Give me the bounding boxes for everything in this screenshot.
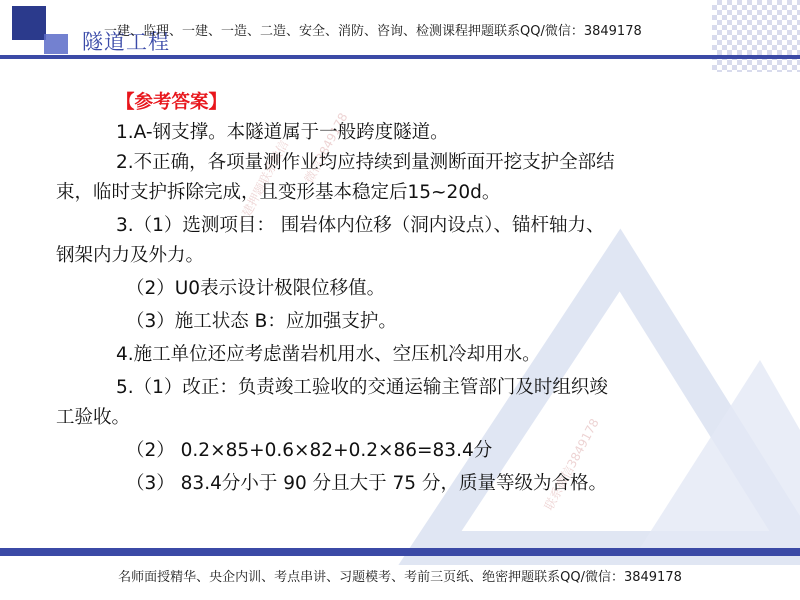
watermark: 联系微信3849178 bbox=[541, 416, 602, 513]
answer-line: （3） 83.4分小于 90 分且大于 75 分，质量等级为合格。 bbox=[126, 473, 607, 494]
header-ad-text: 一建、监理、一建、一造、二造、安全、消防、咨询、检测课程押题联系QQ/微信：3849178 bbox=[104, 24, 642, 39]
logo-square-small bbox=[44, 34, 68, 54]
answer-line: 3.（1）选测项目： 围岩体内位移（洞内设点）、锚杆轴力、 bbox=[116, 215, 605, 236]
course-title: 隧道工程 bbox=[82, 30, 170, 54]
answer-line: 2.不正确，各项量测作业均应持续到量测断面开挖支护全部结 bbox=[116, 152, 615, 173]
answer-line: 1.A-钢支撑。本隧道属于一般跨度隧道。 bbox=[116, 122, 449, 143]
answer-line: （2）U0表示设计极限位移值。 bbox=[126, 278, 386, 299]
header-divider bbox=[0, 55, 800, 59]
watermark: 微信3849178 bbox=[301, 110, 351, 186]
answer-line: 束，临时支护拆除完成，且变形基本稳定后15~20d。 bbox=[56, 182, 501, 203]
answer-line: （3）施工状态 B：应加强支护。 bbox=[126, 311, 397, 332]
answer-line: 工验收。 bbox=[56, 407, 131, 428]
answer-line: （2） 0.2×85+0.6×82+0.2×86=83.4分 bbox=[126, 440, 493, 461]
answer-line: 5.（1）改正：负责竣工验收的交通运输主管部门及时组织竣 bbox=[116, 377, 608, 398]
answer-line: 钢架内力及外力。 bbox=[56, 245, 205, 266]
answer-content bbox=[56, 88, 746, 499]
corner-pattern bbox=[712, 0, 800, 72]
footer-divider bbox=[0, 548, 800, 556]
logo-square-large bbox=[12, 6, 46, 40]
answer-line: 4.施工单位还应考虑凿岩机用水、空压机冷却用水。 bbox=[116, 344, 541, 365]
footer-text: 名师面授精华、央企内训、考点串讲、习题模考、考前三页纸、绝密押题联系QQ/微信：3849178 bbox=[118, 570, 682, 585]
watermark: 一建押题联系微信 bbox=[233, 138, 292, 230]
answer-heading: 【参考答案】 bbox=[116, 92, 228, 113]
logo bbox=[0, 0, 90, 60]
